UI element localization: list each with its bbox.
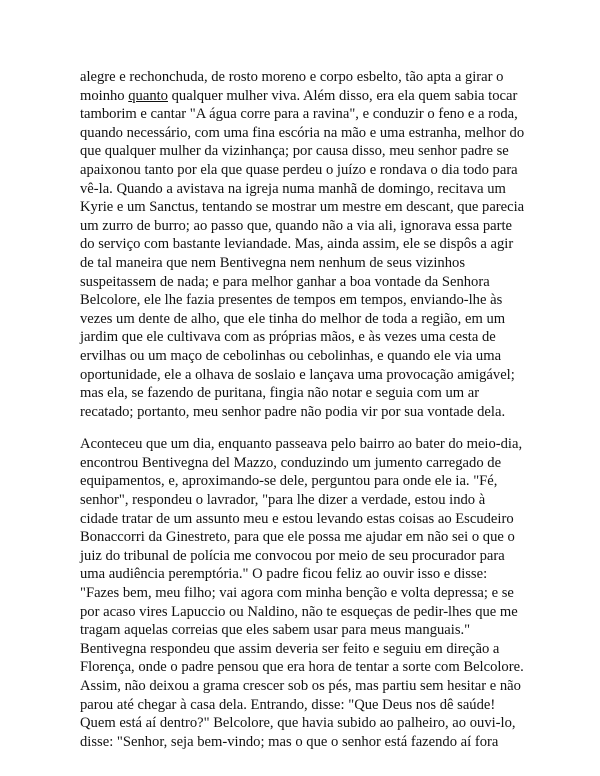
underlined-word: quanto — [128, 87, 168, 104]
document-page — [80, 68, 526, 751]
paragraph-1-start: alegre e rechonchuda, de rosto moreno e corpo esbelto, tão apta a girar o moinho — [80, 69, 504, 104]
paragraph-2: Aconteceu que um dia, enquanto passeava pelo bairro ao bater do meio-dia, encontrou Bentivegna del Mazzo, conduzindo um jumento carregado de equipamentos, e, aproximando-se dele, perguntou para onde ele ia. "Fé, senhor", respondeu o lavrador, "para lhe dizer a verdade, estou indo à cidade tratar de um assunto meu e estou levando estas coisas ao Escudeiro Bonaccorri da Ginestreto, para que ele possa me ajudar em não sei o que o juiz do tribunal de polícia me convocou por meio de seu procurador para uma audiência peremptória." O padre ficou feliz ao ouvir isso e disse: "Fazes bem, meu filho; vai agora com minha benção e volta depressa; e se por acaso vires Lapuccio ou Naldino, não te esqueças de pedir-lhes que me tragam aquelas correias que eles sabem usar para meus manguais." Bentivegna respondeu que assim deveria ser feito e seguiu em direção a Florença, onde o padre pensou que era hora de tentar a sorte com Belcolore. Assim, não deixou a grama crescer sob os pés, mas partiu sem hesitar e não parou até chegar à casa dela. Entrando, disse: "Que Deus nos dê saúde! Quem está aí dentro?" Belcolore, que havia subido ao palheiro, ao ouvi-lo, disse: "Senhor, seja bem-vindo; mas o que o senhor está fazendo aí fora — [80, 436, 524, 750]
paragraph-1 — [80, 68, 526, 421]
paragraph-1-rest: qualquer mulher viva. Além disso, era ela quem sabia tocar tamborim e cantar "A água corre para a ravina", e conduzir o feno e a roda, quando necessário, com uma fina escória na mão e uma estranha, melhor do que qualquer mulher da vizinhança; por causa disso, meu senhor padre se apaixonou tanto por ela que quase perdeu o juízo e rondava o dia todo para vê-la. Quando a avistava na igreja numa manhã de domingo, recitava um Kyrie e um Sanctus, tentando se mostrar um mestre em descant, que parecia um zurro de burro; ao passo que, quando não a via ali, ignorava essa parte do serviço com bastante leviandade. Mas, ainda assim, ele se dispôs a agir de tal maneira que nem Bentivegna nem nenhum de seus vizinhos suspeitassem de nada; e para melhor ganhar a boa vontade da Senhora Belcolore, ele lhe fazia presentes de tempos em tempos, enviando-lhe às vezes um dente de alho, que ele tinha do melhor de toda a região, em um jardim que ele cultivava com as próprias mãos, e às vezes uma cesta de ervilhas ou um maço de cebolinhas ou cebolinhas, e quando ele via uma oportunidade, ele a olhava de soslaio e lançava uma provocação amigável; mas ela, se fazendo de puritana, fingia não notar e seguia com um ar recatado; portanto, meu senhor padre não podia vir por sua vontade dela. — [80, 87, 525, 420]
